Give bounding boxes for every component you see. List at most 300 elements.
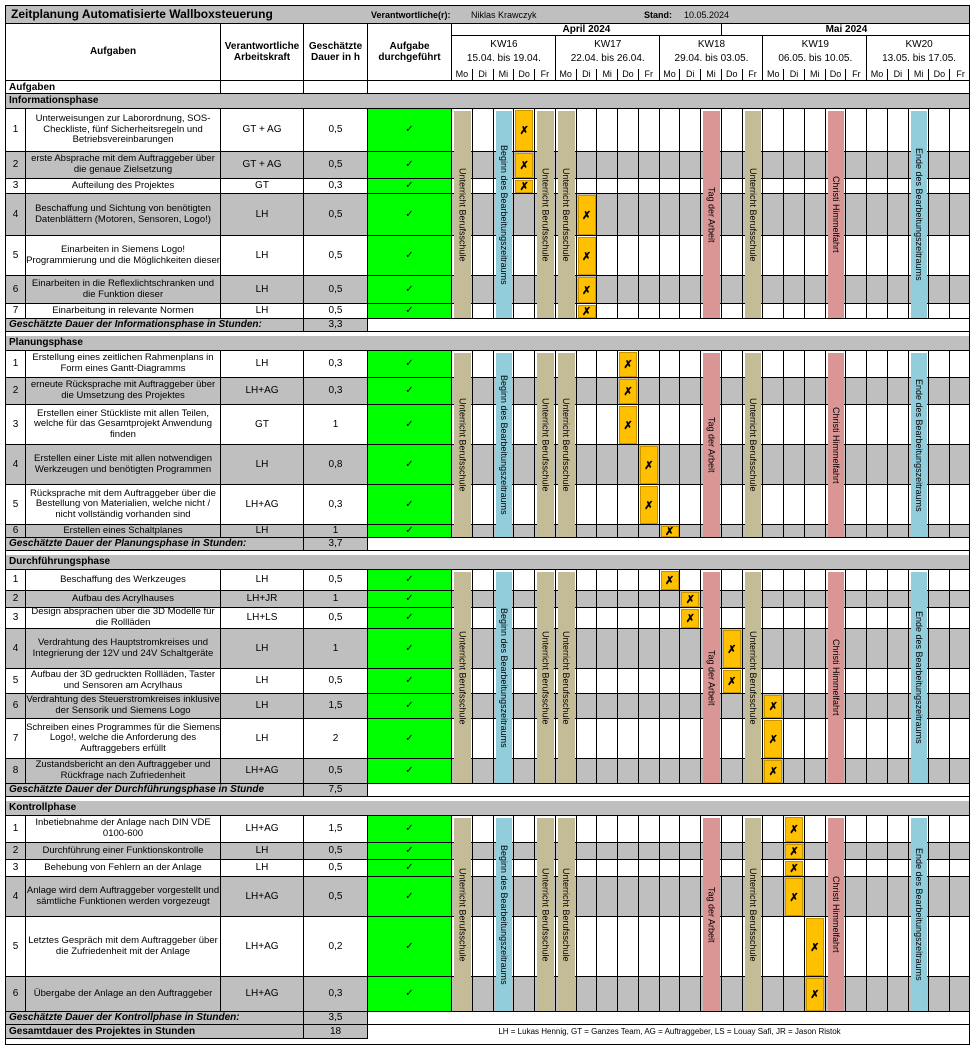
gantt-cell (597, 843, 618, 860)
task-person: LH (221, 629, 304, 669)
gantt-cell (784, 236, 805, 276)
task-duration: 2 (304, 719, 368, 759)
day-label: Di (784, 69, 805, 81)
gantt-cell (577, 816, 598, 843)
task-description: Rücksprache mit dem Auftraggeber über die Bestellung von Materialien, welche nicht / nicht vollständig vorhanden sind (26, 485, 221, 525)
day-label: Fr (639, 69, 660, 81)
gantt-cell (805, 405, 826, 445)
gantt-cell (597, 860, 618, 877)
gantt-schedule-mark: ✗ (723, 630, 741, 668)
gantt-schedule-mark: ✗ (515, 110, 533, 151)
gantt-cell (888, 276, 909, 304)
task-number: 3 (6, 860, 26, 877)
gantt-cell (846, 591, 867, 608)
gantt-cell (618, 591, 639, 608)
gantt-cell (867, 485, 888, 525)
gantt-cell (722, 843, 743, 860)
gantt-cell (867, 694, 888, 719)
gantt-cell (473, 977, 494, 1012)
calendar-bar-ascension (828, 572, 845, 783)
gantt-cell (660, 694, 681, 719)
gantt-cell (846, 445, 867, 485)
week-range: 06.05. bis 10.05. (778, 52, 853, 64)
task-done-check: ✓ (368, 525, 452, 538)
task-person: GT + AG (221, 109, 304, 152)
gantt-cell (597, 816, 618, 843)
gantt-cell (929, 405, 950, 445)
gantt-cell (784, 152, 805, 179)
gantt-cell (639, 525, 660, 538)
gantt-cell (514, 405, 535, 445)
task-done-check: ✓ (368, 194, 452, 236)
gantt-cell (680, 816, 701, 843)
gantt-cell (784, 351, 805, 378)
gantt-cell (722, 351, 743, 378)
gantt-cell (514, 236, 535, 276)
gantt-cell (888, 194, 909, 236)
month-may: Mai 2024 (722, 24, 970, 36)
gantt-cell (660, 152, 681, 179)
gantt-cell (888, 525, 909, 538)
gantt-cell (805, 860, 826, 877)
gantt-cell (722, 816, 743, 843)
gantt-cell (514, 194, 535, 236)
gantt-cell (514, 917, 535, 977)
calendar-bar-label: Christi Himmelfahrt (831, 639, 842, 716)
gantt-cell (929, 152, 950, 179)
gantt-cell (805, 719, 826, 759)
task-duration: 1 (304, 629, 368, 669)
task-description: Durchführung einer Funktionskontrolle (26, 843, 221, 860)
phase-total-value: 3,3 (304, 319, 368, 332)
gantt-cell (514, 608, 535, 629)
header-tasks: Aufgaben (6, 24, 221, 81)
gantt-cell (722, 304, 743, 319)
gantt-sheet (5, 5, 970, 1045)
task-done-check: ✓ (368, 351, 452, 378)
gantt-cell (846, 485, 867, 525)
task-duration: 0,3 (304, 179, 368, 194)
calendar-bar-start (496, 111, 513, 318)
gantt-cell (660, 194, 681, 236)
gantt-cell (929, 109, 950, 152)
gantt-cell (597, 759, 618, 784)
gantt-cell (846, 236, 867, 276)
gantt-cell (597, 629, 618, 669)
day-label: Di (680, 69, 701, 81)
gantt-cell (950, 304, 970, 319)
gantt-cell (950, 485, 970, 525)
calendar-bar-school (454, 572, 471, 783)
gantt-cell (577, 351, 598, 378)
gantt-cell (784, 917, 805, 977)
gantt-cell (929, 236, 950, 276)
gantt-cell (950, 629, 970, 669)
gantt-cell (784, 445, 805, 485)
calendar-bar-end (911, 818, 928, 1011)
gantt-cell (639, 816, 660, 843)
gantt-cell (473, 719, 494, 759)
gantt-cell (660, 759, 681, 784)
gantt-cell (473, 378, 494, 405)
gantt-cell (473, 405, 494, 445)
gantt-cell (805, 877, 826, 917)
gantt-cell (722, 378, 743, 405)
gantt-cell (722, 445, 743, 485)
gantt-cell (867, 194, 888, 236)
phase-total-value: 7,5 (304, 784, 368, 797)
day-label: Mi (494, 69, 515, 81)
calendar-bar-label: Tag der Arbeit (706, 186, 717, 243)
gantt-schedule-mark: ✗ (578, 195, 596, 235)
gantt-cell (514, 694, 535, 719)
gantt-cell (867, 977, 888, 1012)
gantt-cell (597, 877, 618, 917)
stand-label: Stand: (644, 9, 672, 20)
gantt-schedule-mark: ✗ (806, 918, 824, 976)
gantt-cell (929, 860, 950, 877)
gantt-cell (514, 877, 535, 917)
gantt-cell (473, 276, 494, 304)
gantt-cell (618, 445, 639, 485)
gantt-cell (473, 816, 494, 843)
gantt-cell (722, 109, 743, 152)
gantt-cell (867, 378, 888, 405)
gantt-cell (680, 759, 701, 784)
gantt-cell (763, 194, 784, 236)
gantt-cell (514, 485, 535, 525)
grand-total-label: Gesamtdauer des Projektes in Stunden (6, 1025, 304, 1039)
gantt-cell (514, 351, 535, 378)
gantt-schedule-mark: ✗ (640, 486, 658, 524)
gantt-cell (660, 977, 681, 1012)
gantt-schedule-mark: ✗ (661, 571, 679, 590)
gantt-cell (846, 109, 867, 152)
gantt-schedule-mark: ✗ (515, 153, 533, 178)
task-person: LH (221, 843, 304, 860)
week-number: KW20 (905, 38, 933, 50)
phase-total-value: 3,5 (304, 1012, 368, 1025)
gantt-cell (577, 917, 598, 977)
task-duration: 0,8 (304, 445, 368, 485)
gantt-cell (846, 525, 867, 538)
gantt-cell (763, 152, 784, 179)
task-duration: 0,5 (304, 877, 368, 917)
day-label: Mi (909, 69, 930, 81)
gantt-cell (805, 759, 826, 784)
cell (368, 1012, 970, 1025)
task-duration: 0,2 (304, 917, 368, 977)
gantt-cell (514, 669, 535, 694)
gantt-cell (950, 694, 970, 719)
gantt-cell (577, 860, 598, 877)
gantt-cell (473, 152, 494, 179)
gantt-cell (639, 351, 660, 378)
task-number: 7 (6, 719, 26, 759)
task-person: LH+AG (221, 378, 304, 405)
gantt-cell (618, 304, 639, 319)
calendar-bar-label: Beginn des Bearbeitungszeitraums (498, 844, 509, 985)
gantt-cell (763, 485, 784, 525)
calendar-bar-end (911, 353, 928, 537)
week-number: KW17 (594, 38, 622, 50)
gantt-cell (514, 860, 535, 877)
gantt-cell (888, 719, 909, 759)
gantt-cell (888, 977, 909, 1012)
calendar-bar-label: Tag der Arbeit (706, 417, 717, 473)
gantt-cell (660, 860, 681, 877)
task-done-check: ✓ (368, 485, 452, 525)
gantt-cell (514, 591, 535, 608)
gantt-cell (867, 669, 888, 694)
gantt-cell (846, 917, 867, 977)
gantt-cell (784, 525, 805, 538)
gantt-cell (784, 109, 805, 152)
gantt-schedule-mark: ✗ (619, 352, 637, 377)
calendar-bar-school (537, 111, 554, 318)
gantt-cell (577, 179, 598, 194)
gantt-cell (597, 304, 618, 319)
gantt-cell (639, 977, 660, 1012)
gantt-cell (722, 194, 743, 236)
gantt-cell (950, 525, 970, 538)
gantt-cell (597, 719, 618, 759)
gantt-cell (680, 194, 701, 236)
gantt-cell (888, 917, 909, 977)
gantt-cell (888, 816, 909, 843)
gantt-cell (805, 591, 826, 608)
gantt-cell (950, 179, 970, 194)
gantt-cell (680, 445, 701, 485)
gantt-cell (867, 276, 888, 304)
task-done-check: ✓ (368, 759, 452, 784)
task-description: Beschaffung und Sichtung von benötigten Datenblättern (Motoren, Sensoren, Logo!) (26, 194, 221, 236)
gantt-cell (805, 629, 826, 669)
gantt-cell (597, 351, 618, 378)
tasks-row-label: Aufgaben (6, 81, 221, 94)
gantt-cell (805, 351, 826, 378)
gantt-cell (929, 694, 950, 719)
gantt-cell (805, 378, 826, 405)
task-description: Aufbau des Acrylhauses (26, 591, 221, 608)
gantt-schedule-mark: ✗ (619, 379, 637, 404)
gantt-cell (784, 179, 805, 194)
day-label: Di (473, 69, 494, 81)
gantt-cell (888, 485, 909, 525)
cell (368, 784, 970, 797)
task-duration: 1,5 (304, 816, 368, 843)
task-description: Erstellen einer Liste mit allen notwendigen Werkzeugen und benötigten Programmen (26, 445, 221, 485)
gantt-cell (618, 485, 639, 525)
gantt-cell (660, 179, 681, 194)
day-label: Do (722, 69, 743, 81)
gantt-cell (597, 179, 618, 194)
day-label: Mo (452, 69, 473, 81)
task-done-check: ✓ (368, 977, 452, 1012)
gantt-cell (722, 236, 743, 276)
gantt-cell (888, 236, 909, 276)
gantt-schedule-mark: ✗ (640, 446, 658, 484)
calendar-bar-start (496, 818, 513, 1011)
calendar-bar-label: Ende des Bearbeitungszeitraums (914, 148, 925, 281)
gantt-cell (660, 236, 681, 276)
gantt-cell (784, 591, 805, 608)
task-duration: 0,5 (304, 759, 368, 784)
gantt-cell (722, 152, 743, 179)
gantt-cell (639, 759, 660, 784)
gantt-cell (680, 917, 701, 977)
gantt-cell (784, 276, 805, 304)
gantt-cell (597, 917, 618, 977)
gantt-cell (784, 694, 805, 719)
gantt-cell (846, 608, 867, 629)
gantt-cell (763, 629, 784, 669)
gantt-cell (660, 917, 681, 977)
gantt-cell (722, 877, 743, 917)
gantt-cell (473, 759, 494, 784)
gantt-cell (867, 304, 888, 319)
task-description: Einarbeitung in relevante Normen (26, 304, 221, 319)
task-person: LH+AG (221, 917, 304, 977)
gantt-cell (867, 843, 888, 860)
gantt-cell (867, 351, 888, 378)
gantt-cell (888, 351, 909, 378)
day-label: Fr (950, 69, 970, 81)
gantt-cell (473, 570, 494, 591)
gantt-schedule-mark: ✗ (764, 695, 782, 718)
gantt-cell (846, 179, 867, 194)
calendar-bar-label: Beginn des Bearbeitungszeitraums (498, 607, 509, 748)
task-number: 4 (6, 194, 26, 236)
task-number: 1 (6, 570, 26, 591)
gantt-cell (846, 304, 867, 319)
gantt-cell (514, 378, 535, 405)
day-label: Fr (743, 69, 764, 81)
gantt-cell (680, 152, 701, 179)
gantt-cell (846, 860, 867, 877)
gantt-cell (763, 608, 784, 629)
day-label: Mi (805, 69, 826, 81)
gantt-cell (597, 236, 618, 276)
gantt-cell (929, 351, 950, 378)
gantt-cell (577, 485, 598, 525)
gantt-schedule-mark: ✗ (764, 760, 782, 783)
task-duration: 1 (304, 525, 368, 538)
gantt-cell (597, 977, 618, 1012)
gantt-cell (805, 194, 826, 236)
task-done-check: ✓ (368, 276, 452, 304)
gantt-cell (680, 719, 701, 759)
gantt-cell (950, 194, 970, 236)
gantt-cell (867, 629, 888, 669)
gantt-cell (639, 236, 660, 276)
gantt-cell (577, 378, 598, 405)
gantt-cell (660, 485, 681, 525)
gantt-cell (784, 194, 805, 236)
gantt-cell (722, 525, 743, 538)
gantt-cell (950, 445, 970, 485)
gantt-cell (680, 570, 701, 591)
calendar-bar-label: Beginn des Bearbeitungszeitraums (498, 144, 509, 285)
gantt-cell (846, 194, 867, 236)
gantt-cell (597, 694, 618, 719)
gantt-cell (805, 843, 826, 860)
task-duration: 0,5 (304, 669, 368, 694)
task-person: LH (221, 304, 304, 319)
phase-header: Planungsphase (6, 336, 970, 351)
gantt-cell (950, 378, 970, 405)
gantt-cell (763, 304, 784, 319)
task-description: erste Absprache mit dem Auftraggeber über die genaue Zielsetzung (26, 152, 221, 179)
gantt-cell (473, 109, 494, 152)
gantt-cell (950, 591, 970, 608)
task-number: 6 (6, 694, 26, 719)
gantt-cell (950, 843, 970, 860)
calendar-bar-label: Tag der Arbeit (706, 649, 717, 706)
gantt-cell (888, 669, 909, 694)
gantt-cell (784, 977, 805, 1012)
gantt-cell (950, 977, 970, 1012)
gantt-cell (929, 570, 950, 591)
phase-header: Durchführungsphase (6, 555, 970, 570)
task-duration: 0,5 (304, 194, 368, 236)
gantt-cell (597, 525, 618, 538)
gantt-cell (846, 719, 867, 759)
gantt-cell (597, 276, 618, 304)
task-description: Erstellung eines zeitlichen Rahmenplans in Form eines Gantt-Diagramms (26, 351, 221, 378)
gantt-cell (722, 405, 743, 445)
gantt-cell (888, 629, 909, 669)
gantt-cell (680, 405, 701, 445)
month-april: April 2024 (452, 24, 722, 36)
task-duration: 0,5 (304, 843, 368, 860)
task-description: Einarbeiten in die Reflexlichtschranken und die Funktion dieser (26, 276, 221, 304)
task-person: LH (221, 694, 304, 719)
gantt-cell (950, 719, 970, 759)
week-range: 15.04. bis 19.04. (466, 52, 541, 64)
gantt-schedule-mark: ✗ (515, 180, 533, 193)
gantt-cell (763, 816, 784, 843)
gantt-cell (660, 608, 681, 629)
gantt-cell (763, 860, 784, 877)
gantt-cell (618, 719, 639, 759)
calendar-bar-school (745, 111, 762, 318)
phase-total-label: Geschätzte Dauer der Durchführungsphase in Stunde (6, 784, 304, 797)
gantt-cell (722, 860, 743, 877)
task-person: LH+AG (221, 816, 304, 843)
gantt-cell (846, 977, 867, 1012)
gantt-cell (929, 977, 950, 1012)
gantt-cell (639, 304, 660, 319)
gantt-cell (805, 669, 826, 694)
calendar-bar-start (496, 353, 513, 537)
calendar-bar-label: Unterricht Berufsschule (561, 630, 572, 725)
gantt-cell (514, 570, 535, 591)
gantt-cell (597, 485, 618, 525)
gantt-cell (888, 109, 909, 152)
header-duration: Geschätzte Dauer in h (304, 24, 368, 81)
responsible-label: Verantwortliche(r): (371, 9, 451, 20)
gantt-cell (950, 276, 970, 304)
gantt-cell (660, 351, 681, 378)
day-label: Do (929, 69, 950, 81)
task-number: 2 (6, 591, 26, 608)
day-label: Do (514, 69, 535, 81)
task-done-check: ✓ (368, 877, 452, 917)
gantt-cell (473, 694, 494, 719)
gantt-cell (763, 445, 784, 485)
gantt-cell (722, 485, 743, 525)
